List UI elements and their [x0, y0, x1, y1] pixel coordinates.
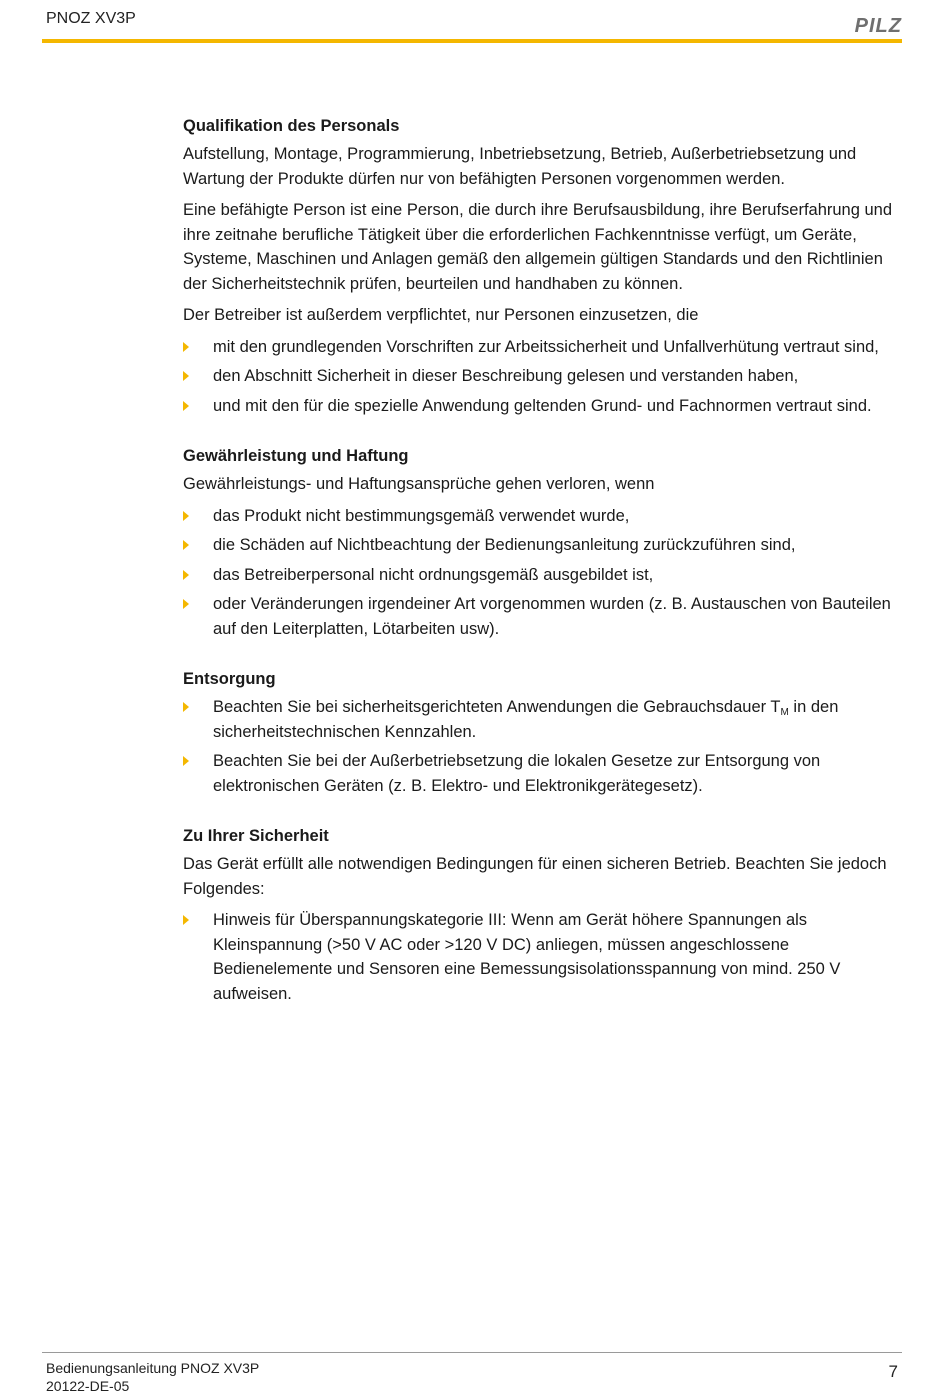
- footer-manual-title: Bedienungsanleitung PNOZ XV3P: [46, 1360, 260, 1376]
- list-item-text: Beachten Sie bei der Außerbetriebsetzung die lokalen Gesetze zur Entsorgung von elektronischen Geräten (z. B. Elektro- und Elektronikgerätegesetz).: [213, 752, 821, 795]
- list-item: [183, 335, 905, 360]
- paragraph: Eine befähigte Person ist eine Person, die durch ihre Berufsausbildung, ihre Berufserfahrung und ihre zeitnahe berufliche Tätigkeit über die erforderlichen Fachkenntnisse verfügt, um Geräte, Systeme, Maschinen und Anlagen gemäß den allgemein gültigen Standards und den Richtlinien der Sicherheitstechnik prüfen, beurteilen und handhaben zu können.: [183, 201, 893, 293]
- subscript: M: [780, 707, 789, 718]
- bullet-list: [183, 335, 905, 419]
- document-title: PNOZ XV3P: [46, 10, 136, 27]
- page-content: [183, 114, 905, 1032]
- list-item-text-end: in den sicherheitstechnischen Kennzahlen.: [213, 698, 839, 741]
- list-item: [183, 504, 905, 529]
- paragraph: Der Betreiber ist außerdem verpflichtet, nur Personen einzusetzen, die: [183, 306, 699, 324]
- footer-info: [46, 1359, 259, 1395]
- bullet-list: [183, 504, 905, 642]
- list-item-text: Hinweis für Überspannungskategorie III: Wenn am Gerät höhere Spannungen als Kleinspannung (>50 V AC oder >120 V DC) anliegen, müssen angeschlossene Bedienelemente und Sensoren eine Bemessungsisolationsspannung von mind. 250 V aufweisen.: [213, 911, 841, 1003]
- list-item: [183, 749, 905, 798]
- list-item-text: das Produkt nicht bestimmungsgemäß verwendet wurde,: [213, 506, 630, 525]
- bullet-arrow-icon: [183, 540, 189, 550]
- section-heading: Zu Ihrer Sicherheit: [183, 827, 329, 845]
- list-item: [183, 533, 905, 558]
- bullet-arrow-icon: [183, 756, 189, 766]
- list-item: [183, 364, 905, 389]
- paragraph: Gewährleistungs- und Haftungsansprüche gehen verloren, wenn: [183, 475, 655, 493]
- footer-doc-number: 20122-DE-05: [46, 1378, 130, 1394]
- section-heading: Gewährleistung und Haftung: [183, 447, 409, 465]
- bullet-arrow-icon: [183, 599, 189, 609]
- bullet-list: [183, 908, 905, 1006]
- section-gewaehrleistung: [183, 444, 905, 641]
- bullet-arrow-icon: [183, 511, 189, 521]
- list-item: [183, 695, 905, 744]
- paragraph: Das Gerät erfüllt alle notwendigen Bedingungen für einen sicheren Betrieb. Beachten Sie jedoch Folgendes:: [183, 855, 887, 898]
- list-item-text: mit den grundlegenden Vorschriften zur Arbeitssicherheit und Unfallverhütung vertraut sind,: [213, 337, 879, 356]
- list-item: [183, 394, 905, 419]
- bullet-arrow-icon: [183, 342, 189, 352]
- section-entsorgung: [183, 667, 905, 798]
- bullet-arrow-icon: [183, 570, 189, 580]
- bullet-arrow-icon: [183, 401, 189, 411]
- list-item-text: den Abschnitt Sicherheit in dieser Beschreibung gelesen und verstanden haben,: [213, 367, 799, 385]
- list-item-text: das Betreiberpersonal nicht ordnungsgemäß ausgebildet ist,: [213, 565, 654, 584]
- list-item-text: die Schäden auf Nichtbeachtung der Bedienungsanleitung zurückzuführen sind,: [213, 536, 796, 554]
- footer-divider: [42, 1352, 902, 1353]
- bullet-arrow-icon: [183, 371, 189, 381]
- section-sicherheit: [183, 824, 905, 1006]
- bullet-list: [183, 695, 905, 798]
- page-number: 7: [888, 1362, 898, 1381]
- list-item-text: [213, 698, 838, 741]
- paragraph: Aufstellung, Montage, Programmierung, Inbetriebsetzung, Betrieb, Außerbetriebsetzung und Wartung der Produkte dürfen nur von befähigten Personen vorgenommen werden.: [183, 145, 857, 188]
- header-divider: [42, 39, 902, 43]
- section-heading: Qualifikation des Personals: [183, 117, 400, 135]
- list-item-text-start: Beachten Sie bei sicherheitsgerichteten Anwendungen die Gebrauchsdauer T: [213, 698, 781, 716]
- list-item: [183, 563, 905, 588]
- list-item-text: und mit den für die spezielle Anwendung geltenden Grund- und Fachnormen vertraut sind.: [213, 396, 872, 415]
- section-qualifikation: [183, 114, 905, 418]
- bullet-arrow-icon: [183, 702, 189, 712]
- list-item: [183, 592, 905, 641]
- bullet-arrow-icon: [183, 915, 189, 925]
- list-item-text: oder Veränderungen irgendeiner Art vorgenommen wurden (z. B. Austauschen von Bauteilen auf den Leiterplatten, Lötarbeiten usw).: [213, 595, 891, 638]
- section-heading: Entsorgung: [183, 670, 276, 688]
- pilz-logo: PILZ: [854, 15, 902, 37]
- list-item: [183, 908, 905, 1006]
